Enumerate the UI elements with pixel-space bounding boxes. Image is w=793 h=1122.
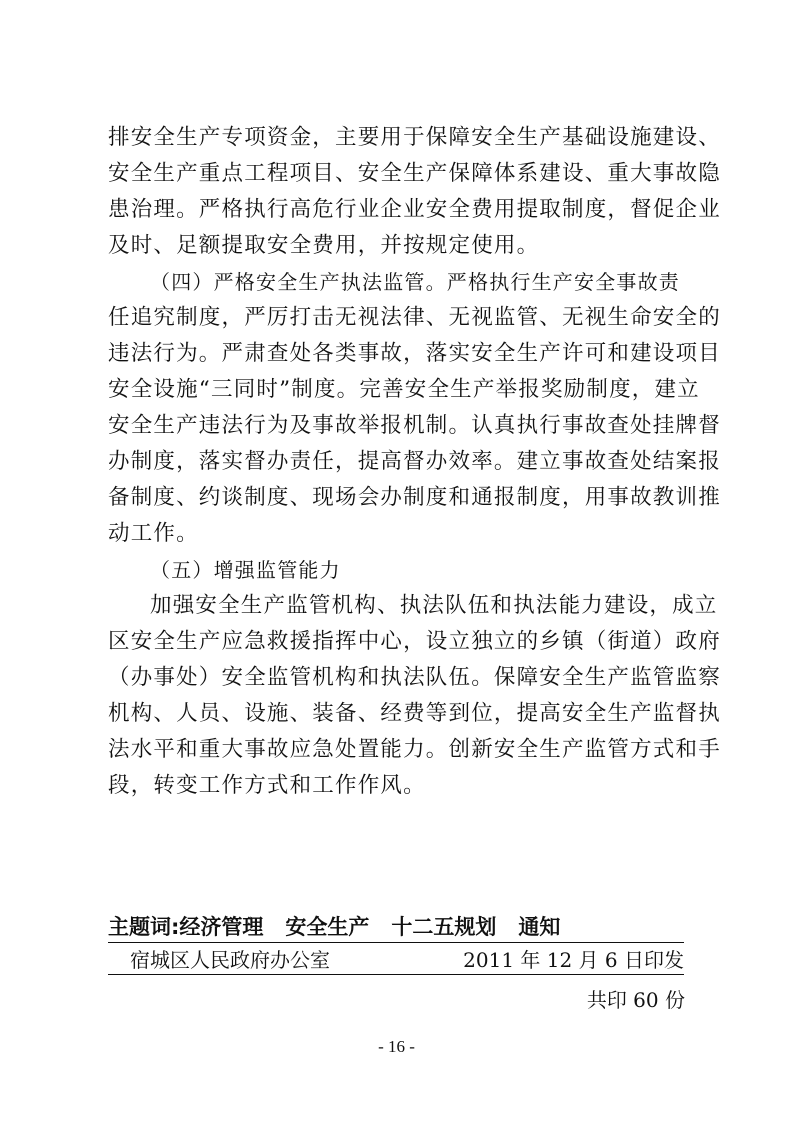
body-line: 任追究制度，严厉打击无视法律、无视监管、无视生命安全的 (108, 305, 721, 330)
keyword: 通知 (518, 915, 561, 939)
subject-keywords (108, 912, 684, 943)
issue-date: 2011 年 12 月 6 日印发 (463, 948, 684, 972)
body-line: 安全设施“三同时”制度。完善安全生产举报奖励制度，建立 (108, 377, 700, 402)
section-heading-5: （五）增强监管能力 (150, 558, 341, 582)
keyword: 经济管理 (179, 915, 264, 939)
page-number: - 16 - (378, 1037, 415, 1056)
keyword: 十二五规划 (391, 915, 497, 939)
issuer-row (108, 946, 684, 975)
body-line: 备制度、约谈制度、现场会办制度和通报制度，用事故教训推 (108, 485, 721, 510)
section-heading-4: （四）严格安全生产执法监管。严格执行生产安全事故责 (150, 270, 680, 294)
body-line: 法水平和重大事故应急处置能力。创新安全生产监管方式和手 (108, 737, 721, 762)
issuing-office: 宿城区人民政府办公室 (130, 948, 330, 972)
body-line: 安全生产重点工程项目、安全生产保障体系建设、重大事故隐 (108, 161, 721, 186)
body-line: 段，转变工作方式和工作作风。 (108, 773, 426, 798)
copies-count: 共印 60 份 (586, 988, 685, 1012)
body-line: （办事处）安全监管机构和执法队伍。保障安全生产监管监察 (108, 665, 721, 690)
body-line: 安全生产违法行为及事故举报机制。认真执行事故查处挂牌督 (108, 413, 721, 438)
body-line: 区安全生产应急救援指挥中心，设立独立的乡镇（街道）政府 (108, 629, 721, 654)
body-line: 加强安全生产监管机构、执法队伍和执法能力建设，成立 (150, 593, 718, 618)
body-line: 办制度，落实督办责任，提高督办效率。建立事故查处结案报 (108, 449, 721, 474)
keyword: 安全生产 (285, 915, 370, 939)
keywords-label: 主题词: (108, 915, 180, 939)
body-line: 动工作。 (108, 521, 199, 546)
body-line: 机构、人员、设施、装备、经费等到位，提高安全生产监督执 (108, 701, 721, 726)
body-line: 患治理。严格执行高危行业企业安全费用提取制度，督促企业 (108, 197, 721, 222)
body-line: 及时、足额提取安全费用，并按规定使用。 (108, 233, 540, 258)
body-line: 违法行为。严肃查处各类事故，落实安全生产许可和建设项目 (108, 341, 721, 366)
body-line: 排安全生产专项资金，主要用于保障安全生产基础设施建设、 (108, 125, 721, 150)
